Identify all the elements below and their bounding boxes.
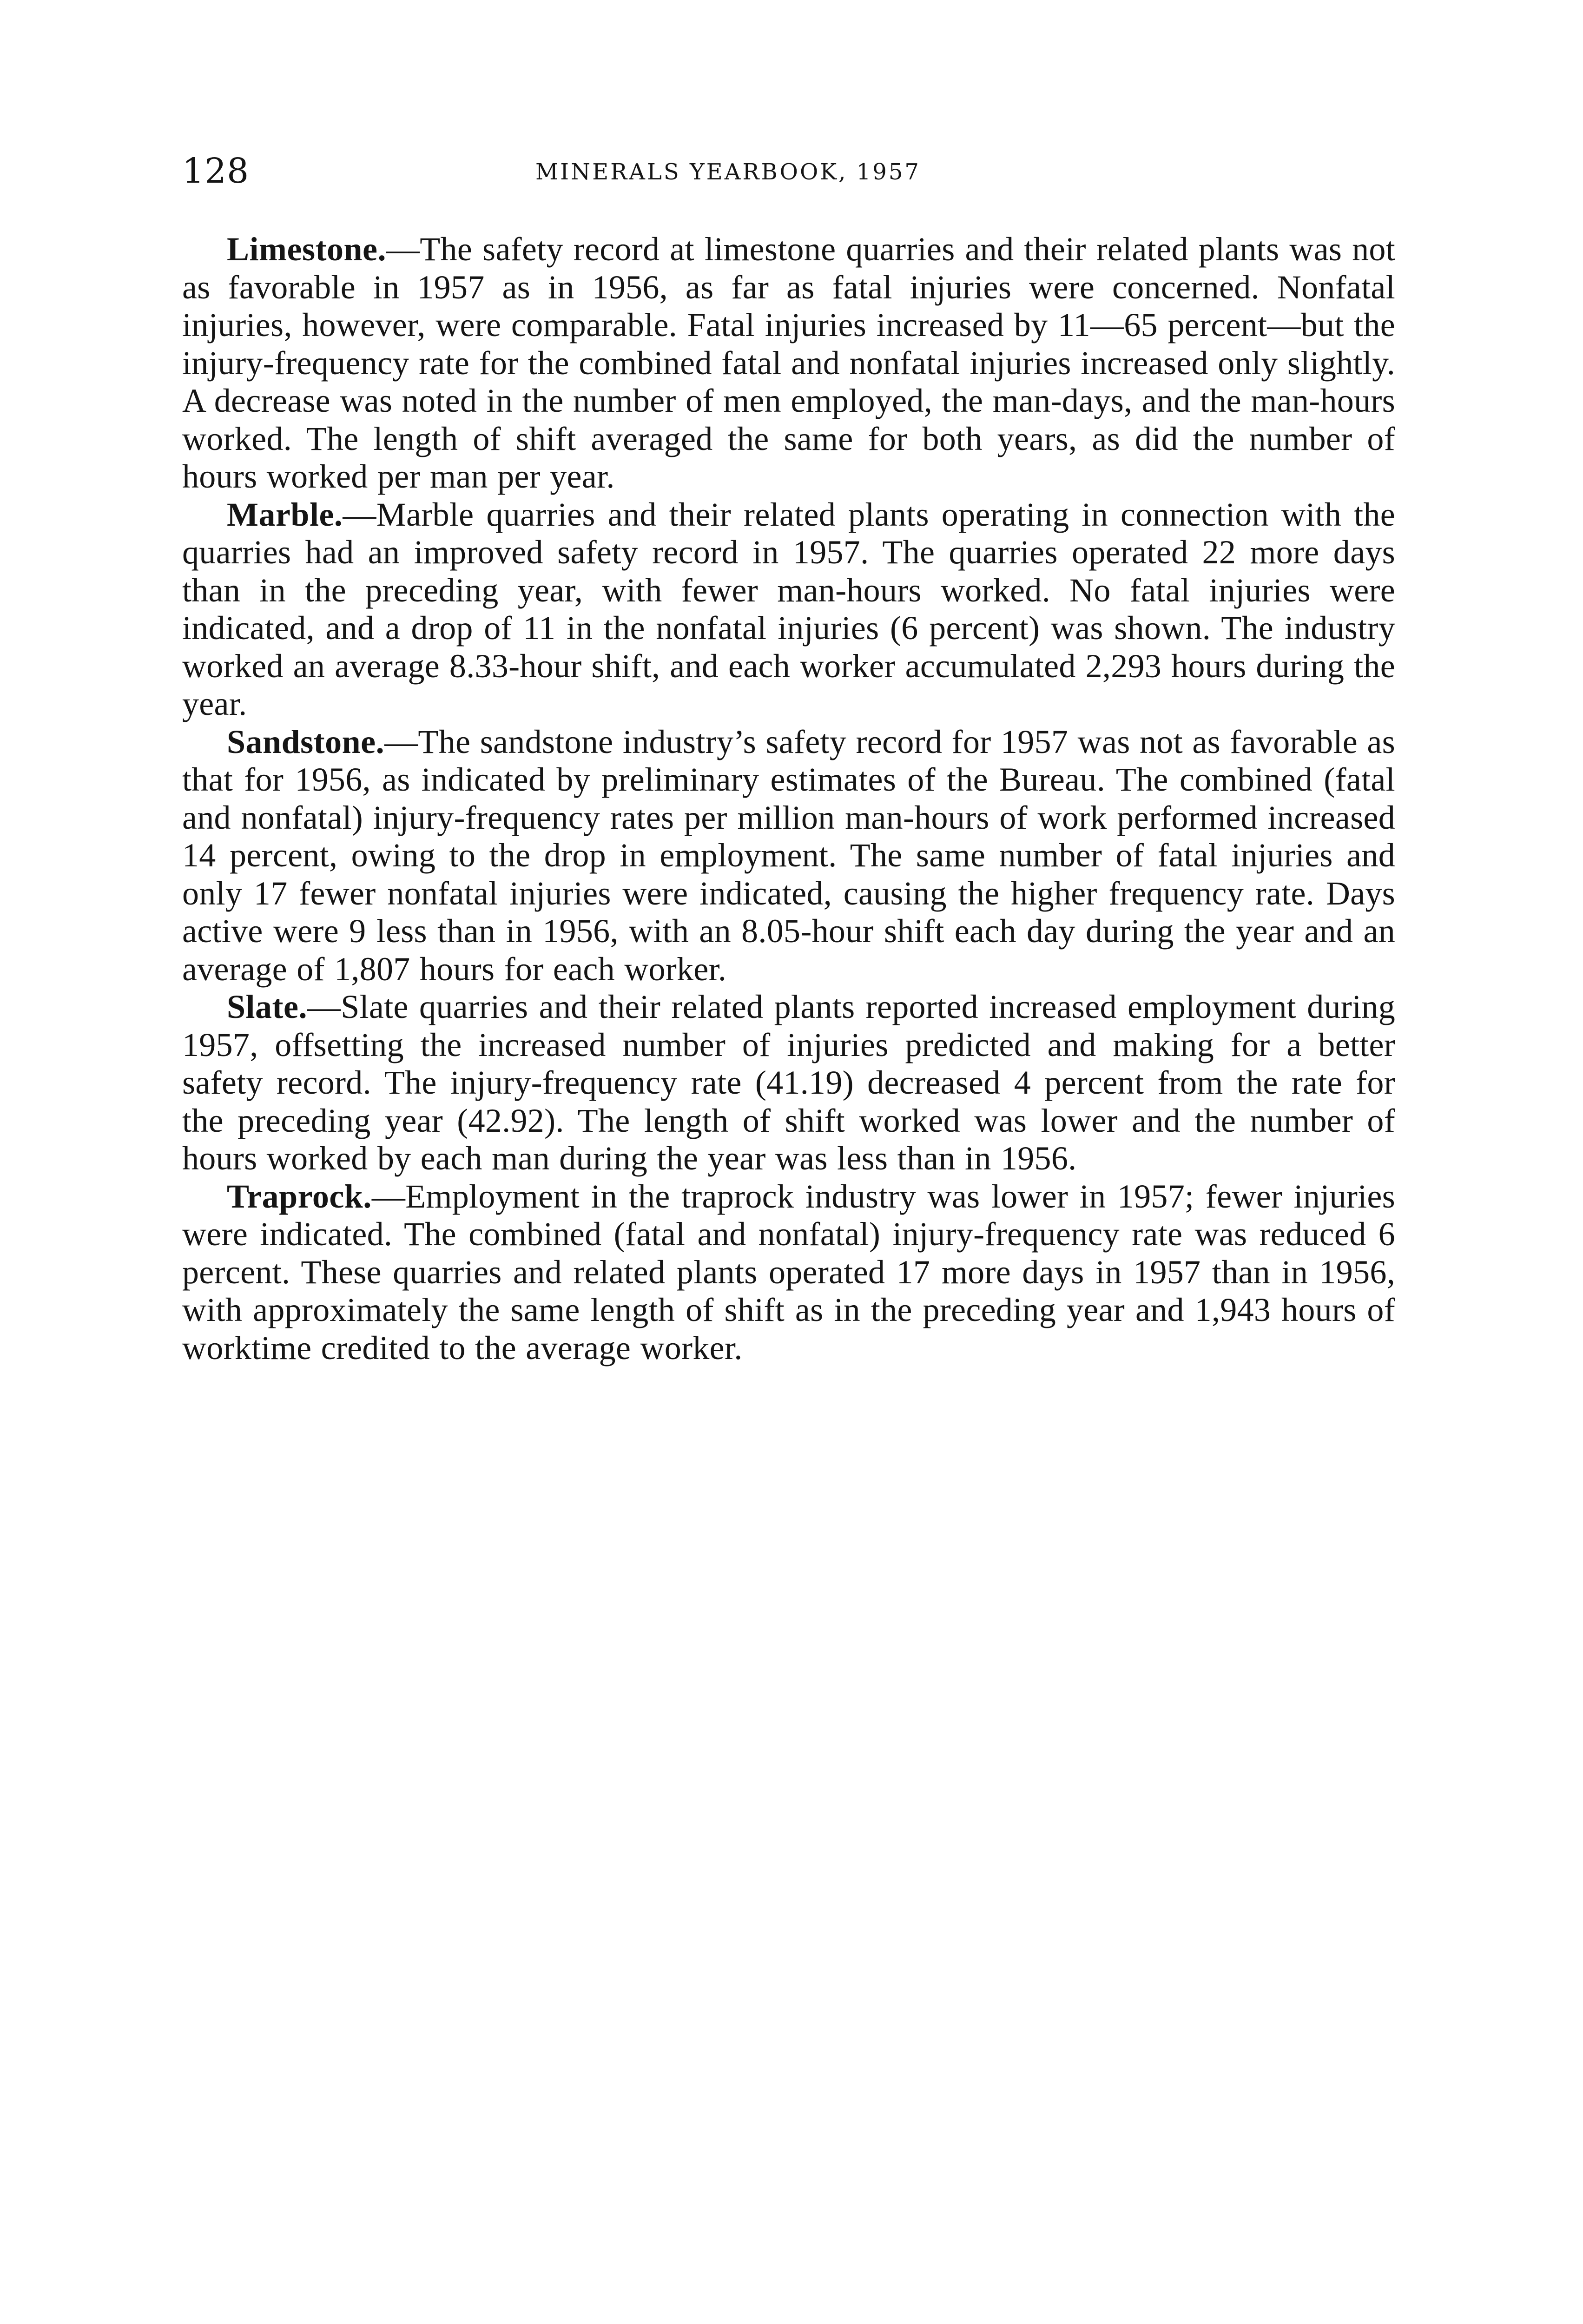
paragraph-text: —The safety record at limestone quarries and their related plants was not as favorable in 1957 as in 1956, as far as fatal injuries were concerned. Nonfatal injuries, however, were comparable. Fatal injuries increased by 11—65 percent—but the injury-frequency rate for the combined fatal and nonfatal injuries increased only slightly. A decrease was noted in the number of men employed, the man-days, and the man-hours worked. The length of shift averaged the same for both years, as did the number of hours worked per man per year. xyxy=(182,231,1395,495)
paragraph-text: —The sandstone industry’s safety record for 1957 was not as favorable as that for 1956, as indicated by preliminary estimates of the Bureau. The combined (fatal and nonfatal) injury-frequency rates per million man-hours of work performed increased 14 percent, owing to the drop in employment. The same number of fatal injuries and only 17 fewer nonfatal injuries were indicated, causing the higher frequency rate. Days active were 9 less than in 1956, with an 8.05-hour shift each day during the year and an average of 1,807 hours for each worker. xyxy=(182,723,1395,988)
paragraph-text: —Marble quarries and their related plants operating in connection with the quarries had an improved safety record in 1957. The quarries operated 22 more days than in the preceding year, with fewer man-hours worked. No fatal injuries were indicated, and a drop of 11 in the nonfatal injuries (6 percent) was shown. The industry worked an average 8.33-hour shift, and each worker accumulated 2,293 hours during the year. xyxy=(182,495,1395,722)
page-number: 128 xyxy=(182,151,250,191)
paragraph-traprock xyxy=(182,1178,1395,1367)
page-header xyxy=(182,148,1405,194)
paragraph-marble xyxy=(182,496,1395,723)
body-text xyxy=(182,231,1395,1367)
paragraph-limestone xyxy=(182,231,1395,496)
paragraph-text: —Employment in the traprock industry was lower in 1957; fewer injuries were indicated. The combined (fatal and nonfatal) injury-frequency rate was reduced 6 percent. These quarries and related plants operated 17 more days in 1957 than in 1956, with approximately the same length of shift as in the preceding year and 1,943 hours of worktime credited to the average worker. xyxy=(182,1177,1395,1367)
paragraph-lead: Marble. xyxy=(227,495,343,533)
paragraph-sandstone xyxy=(182,723,1395,989)
paragraph-lead: Slate. xyxy=(227,988,307,1025)
paragraph-lead: Limestone. xyxy=(227,231,386,268)
paragraph-slate xyxy=(182,988,1395,1178)
running-title: MINERALS YEARBOOK, 1957 xyxy=(535,159,921,185)
paragraph-lead: Traprock. xyxy=(227,1177,372,1215)
paragraph-text: —Slate quarries and their related plants reported increased employment during 1957, offsetting the increased number of injuries predicted and making for a better safety record. The injury-frequency rate (41.19) decreased 4 percent from the rate for the preceding year (42.92). The length of shift worked was lower and the number of hours worked by each man during the year was less than in 1956. xyxy=(182,988,1395,1177)
paragraph-lead: Sandstone. xyxy=(227,723,385,760)
